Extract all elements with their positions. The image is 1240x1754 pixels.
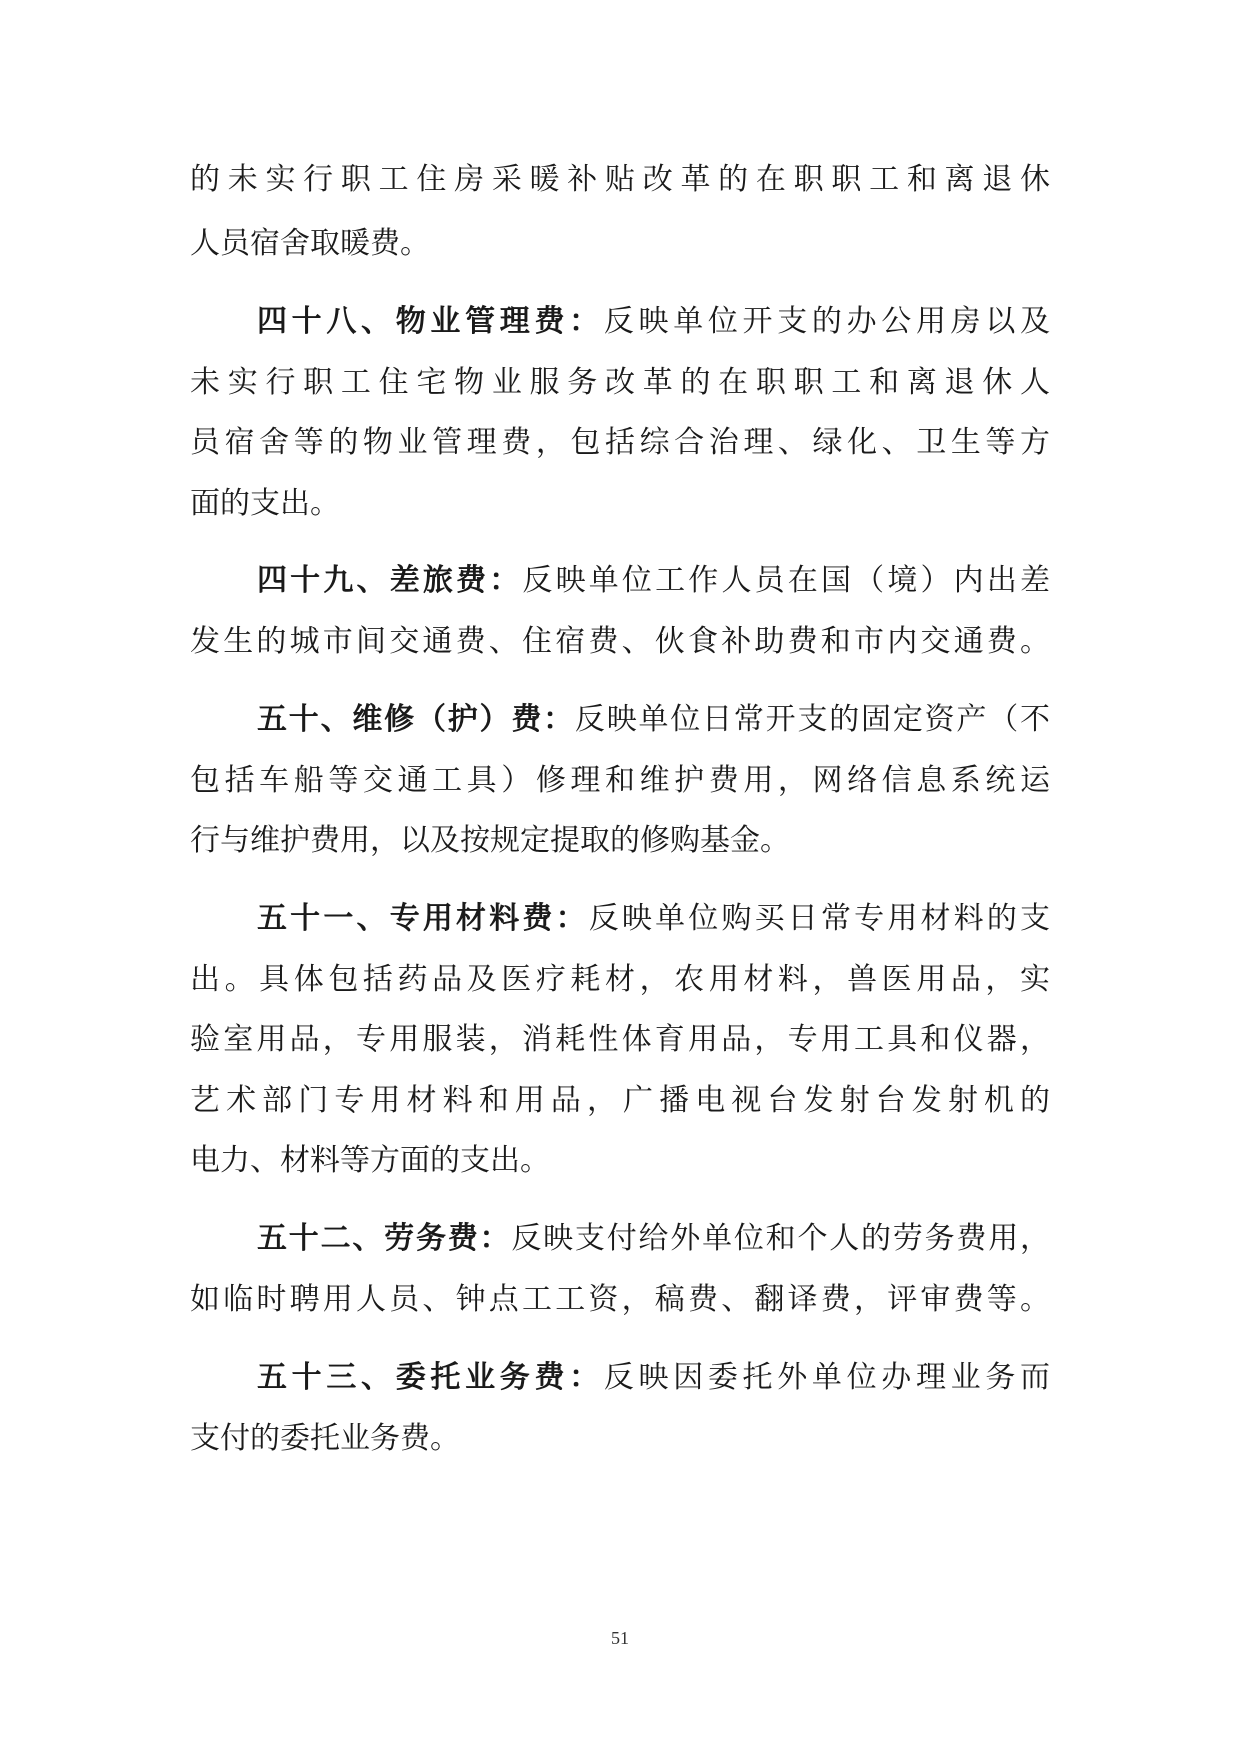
paragraph-line <box>257 897 1050 941</box>
item-heading: 五十、维修（护）费： <box>257 702 575 737</box>
line-text: 行与维护费用，以及按规定提取的修购基金。 <box>190 823 790 858</box>
paragraph-line <box>190 759 1050 803</box>
paragraph-line <box>190 482 1050 526</box>
paragraph-line <box>190 1139 1050 1183</box>
item-heading: 五十二、劳务费： <box>257 1221 512 1256</box>
line-text: 包括车船等交通工具）修理和维护费用，网络信息系统运 <box>190 763 1050 798</box>
page-number: 51 <box>611 1628 629 1648</box>
line-text: 未实行职工住宅物业服务改革的在职职工和离退休人 <box>190 365 1050 400</box>
paragraph-line <box>257 1217 1050 1261</box>
paragraph-line <box>190 421 1050 465</box>
item-heading: 四十九、差旅费： <box>257 563 523 598</box>
line-text: 支付的委托业务费。 <box>190 1421 460 1456</box>
paragraph-line <box>190 1079 1050 1123</box>
item-heading: 五十一、专用材料费： <box>257 901 589 936</box>
line-text: 员宿舍等的物业管理费，包括综合治理、绿化、卫生等方 <box>190 425 1050 460</box>
paragraph-line <box>190 1018 1050 1062</box>
item-heading: 五十三、委托业务费： <box>257 1360 604 1395</box>
item-heading: 四十八、物业管理费： <box>257 304 604 339</box>
line-text: 人员宿舍取暖费。 <box>190 226 430 261</box>
line-text: 面的支出。 <box>190 486 340 521</box>
line-text: 反映支付给外单位和个人的劳务费用， <box>511 1221 1050 1256</box>
line-text: 艺术部门专用材料和用品，广播电视台发射台发射机的 <box>190 1083 1050 1118</box>
paragraph-line <box>190 1417 1050 1461</box>
line-text: 反映单位开支的办公用房以及 <box>603 304 1050 339</box>
line-text: 的未实行职工住房采暖补贴改革的在职职工和离退休 <box>190 162 1050 197</box>
line-text: 电力、材料等方面的支出。 <box>190 1143 550 1178</box>
paragraph-line <box>190 158 1050 202</box>
paragraph-line <box>257 559 1050 603</box>
line-text: 反映单位工作人员在国（境）内出差 <box>522 563 1050 598</box>
line-text: 发生的城市间交通费、住宿费、伙食补助费和市内交通费。 <box>190 624 1050 659</box>
line-text: 如临时聘用人员、钟点工工资，稿费、翻译费，评审费等。 <box>190 1282 1050 1317</box>
line-text: 反映单位日常开支的固定资产（不 <box>574 702 1050 737</box>
paragraph-line <box>190 222 1050 266</box>
paragraph-line <box>190 958 1050 1002</box>
paragraph-line <box>257 300 1050 344</box>
line-text: 反映单位购买日常专用材料的支 <box>588 901 1050 936</box>
paragraph-line <box>190 620 1050 664</box>
line-text: 反映因委托外单位办理业务而 <box>603 1360 1050 1395</box>
line-text: 出。具体包括药品及医疗耗材，农用材料，兽医用品，实 <box>190 962 1050 997</box>
paragraph-line <box>190 361 1050 405</box>
paragraph-line <box>257 1356 1050 1400</box>
paragraph-line <box>190 819 1050 863</box>
line-text: 验室用品，专用服装，消耗性体育用品，专用工具和仪器， <box>190 1022 1050 1057</box>
paragraph-line <box>257 698 1050 742</box>
paragraph-line <box>190 1278 1050 1322</box>
